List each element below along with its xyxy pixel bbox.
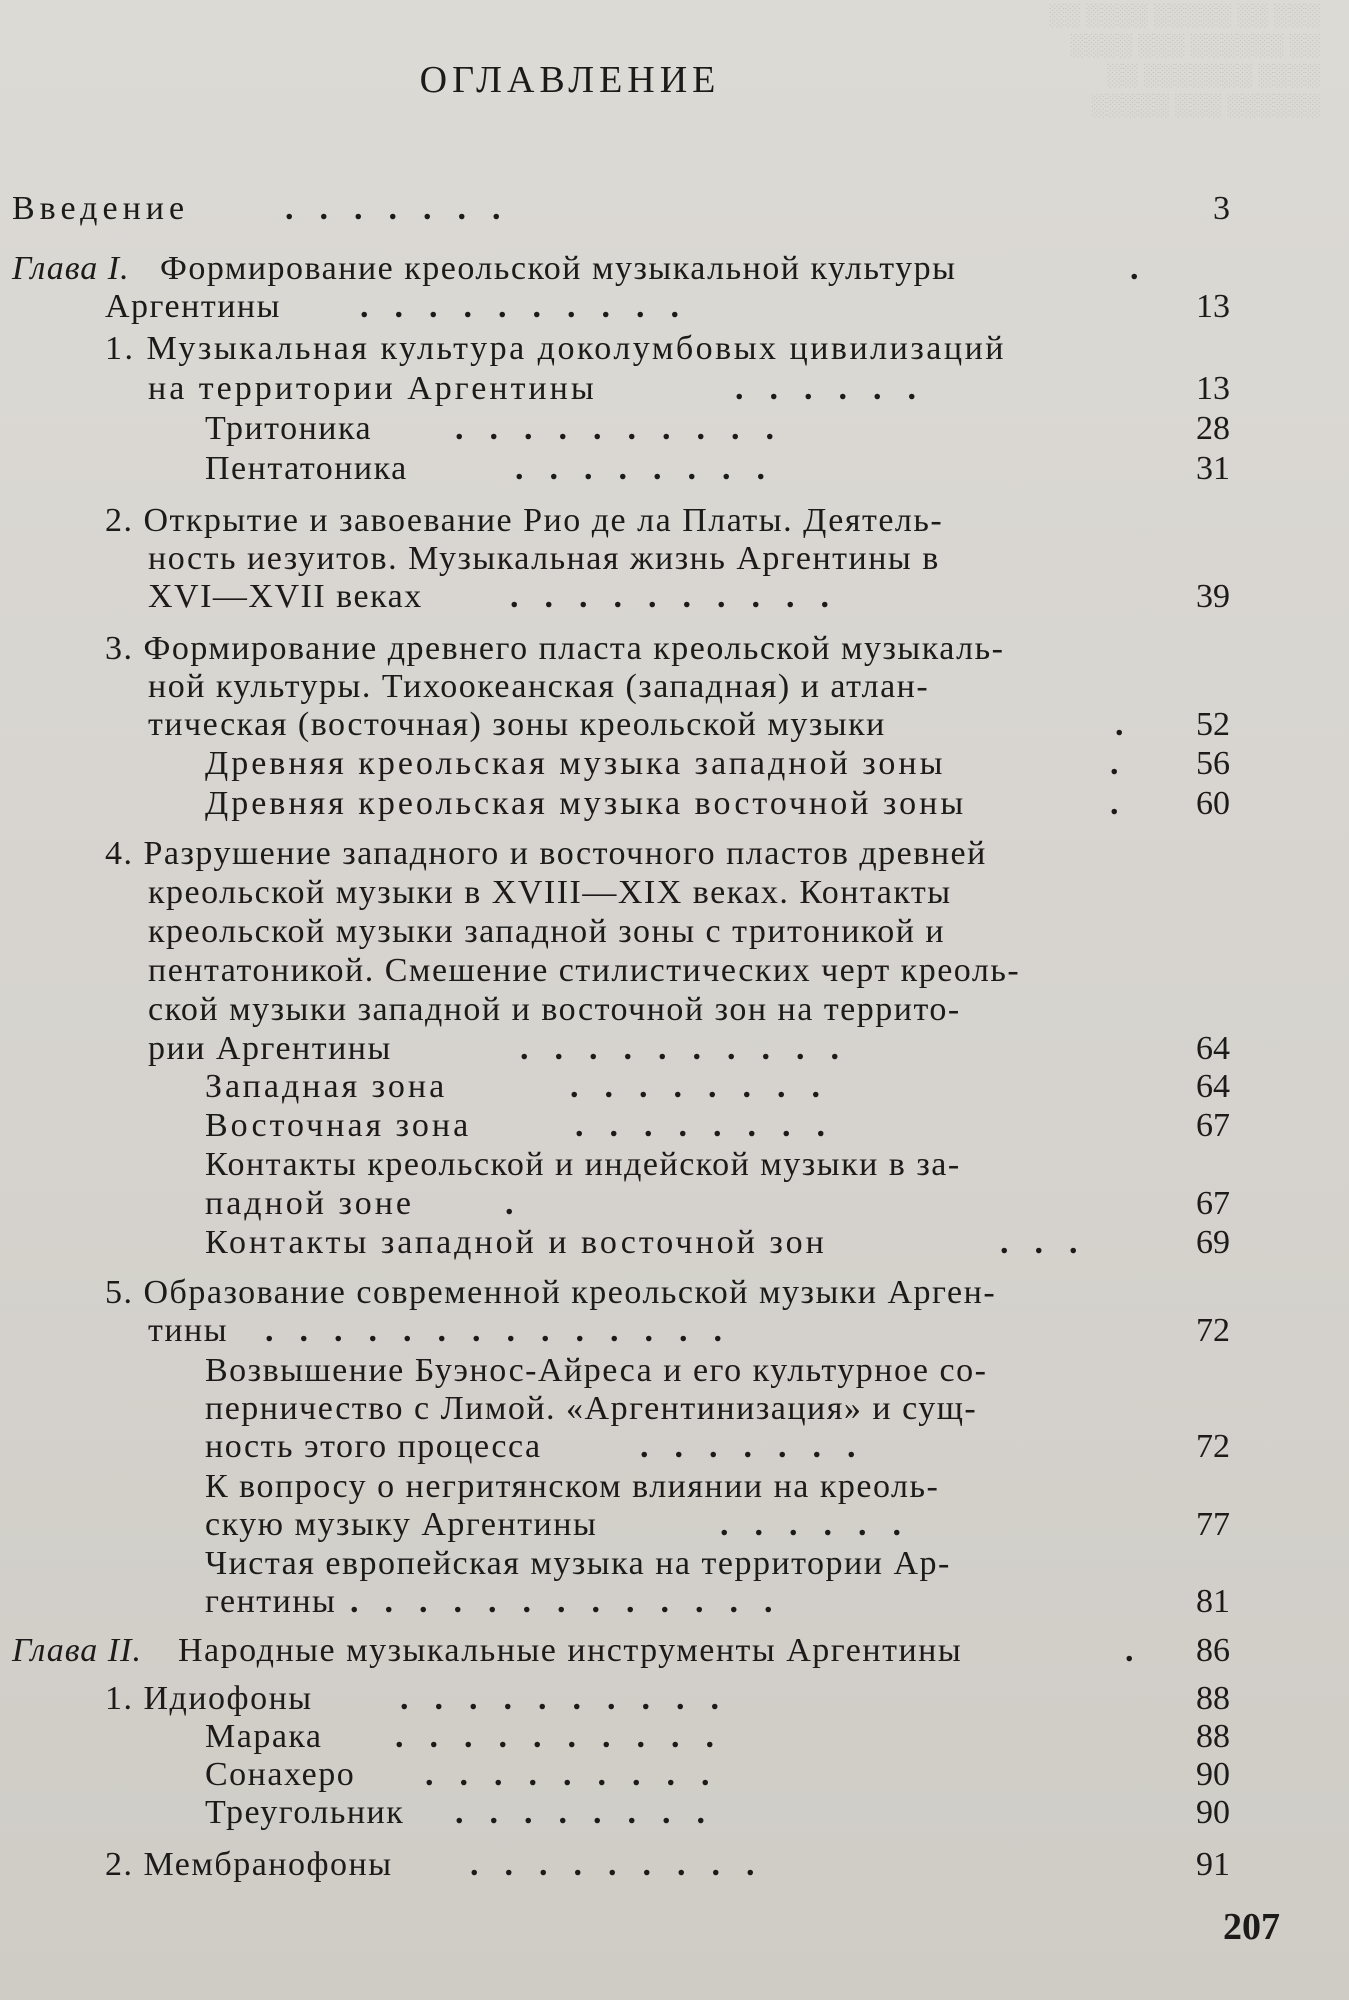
- page-number: 81: [1196, 1583, 1230, 1620]
- toc-section-4-cont4: [0, 991, 1230, 1029]
- page-number: 52: [1196, 706, 1230, 743]
- entry-title-cont: ной культуры. Тихоокеанская (западная) и атлан-: [148, 668, 930, 705]
- entry-title: К вопросу о негритянском влиянии на креоль-: [205, 1468, 940, 1505]
- leader-dots: .: [1110, 785, 1145, 822]
- toc-subsection-tritonika[interactable]: [0, 410, 1230, 448]
- entry-title-cont: на территории Аргентины: [148, 370, 597, 407]
- page-number: 90: [1196, 1794, 1230, 1831]
- toc-subsection-pentatonika[interactable]: [0, 450, 1230, 488]
- leader-dots: ........: [455, 1794, 731, 1831]
- toc-section-3-cont2: [0, 706, 1230, 744]
- entry-title: 4. Разрушение западного и восточного пластов древней: [105, 835, 987, 872]
- toc-subsection-negro-influence-cont: [0, 1506, 1230, 1544]
- leader-dots: ..........: [400, 1680, 745, 1717]
- leader-dots: .: [505, 1185, 540, 1222]
- page-number: 64: [1196, 1068, 1230, 1105]
- entry-title: Введение: [12, 190, 190, 227]
- leader-dots: ..........: [510, 578, 855, 615]
- entry-title: Народные музыкальные инструменты Аргентины: [178, 1632, 963, 1669]
- toc-section-4[interactable]: [0, 835, 1230, 873]
- page-number: 77: [1196, 1506, 1230, 1543]
- toc-subsection-east-ancient[interactable]: [0, 785, 1230, 823]
- entry-title-cont: перничество с Лимой. «Аргентинизация» и сущ-: [205, 1390, 978, 1427]
- leader-dots: ........: [570, 1068, 846, 1105]
- leader-dots: .: [1130, 250, 1165, 287]
- entry-title-cont: пентатоникой. Смешение стилистических черт креоль-: [148, 952, 1021, 989]
- toc-chapter-1-cont: [0, 288, 1230, 326]
- leader-dots: ......: [735, 370, 942, 407]
- entry-title: Восточная зона: [205, 1107, 472, 1144]
- page-number: 67: [1196, 1185, 1230, 1222]
- leader-dots: ......: [720, 1506, 927, 1543]
- toc-subsection-maraka[interactable]: [0, 1718, 1230, 1756]
- entry-title-cont: креольской музыки в XVIII—XIX веках. Контакты: [148, 874, 952, 911]
- entry-title-cont: XVI—XVII веках: [148, 578, 423, 615]
- page-number: 31: [1196, 450, 1230, 487]
- entry-title: Древняя креольская музыка восточной зоны: [205, 785, 967, 822]
- leader-dots: ........: [575, 1107, 851, 1144]
- toc-subsection-european-music[interactable]: [0, 1545, 1230, 1583]
- leader-dots: ..........: [520, 1030, 865, 1067]
- entry-title: Пентатоника: [205, 450, 408, 487]
- page-number: 28: [1196, 410, 1230, 447]
- toc-section-idiophones[interactable]: [0, 1680, 1230, 1718]
- toc-section-2-cont: [0, 540, 1230, 578]
- toc-subsection-sonahero[interactable]: [0, 1756, 1230, 1794]
- page-number: 88: [1196, 1718, 1230, 1755]
- toc-section-2-cont2: [0, 578, 1230, 616]
- entry-title-cont: Аргентины: [105, 288, 281, 325]
- leader-dots: ..........: [455, 410, 800, 447]
- page-number: 69: [1196, 1224, 1230, 1261]
- toc-subsection-creole-indian-cont: [0, 1185, 1230, 1223]
- page-number: 67: [1196, 1107, 1230, 1144]
- toc-subsection-west-ancient[interactable]: [0, 745, 1230, 783]
- entry-title: Чистая европейская музыка на территории Ар-: [205, 1545, 951, 1582]
- entry-title: Треугольник: [205, 1794, 405, 1831]
- page-number: 13: [1196, 288, 1230, 325]
- leader-dots: .........: [425, 1756, 736, 1793]
- page-number: 88: [1196, 1680, 1230, 1717]
- page-number: 91: [1196, 1846, 1230, 1883]
- entry-title: Марака: [205, 1718, 323, 1755]
- toc-subsection-triangle[interactable]: [0, 1794, 1230, 1832]
- page-title: ОГЛАВЛЕНИЕ: [419, 59, 721, 101]
- entry-title-cont: тины: [148, 1312, 229, 1349]
- toc-chapter-1[interactable]: [0, 250, 1230, 288]
- chapter-label: Глава II.: [12, 1632, 142, 1669]
- entry-title-cont: падной зоне: [205, 1185, 414, 1222]
- toc-section-4-cont: [0, 874, 1230, 912]
- leader-dots: .........: [470, 1846, 781, 1883]
- toc-subsection-european-music-cont: [0, 1583, 1230, 1621]
- toc-subsection-west-east-contacts[interactable]: [0, 1224, 1230, 1262]
- entry-title-cont: креольской музыки западной зоны с тритоникой и: [148, 913, 946, 950]
- leader-dots: .: [1115, 706, 1150, 743]
- toc-section-1-cont: [0, 370, 1230, 408]
- entry-title: 5. Образование современной креольской музыки Арген-: [105, 1274, 997, 1311]
- page-number: 86: [1196, 1632, 1230, 1669]
- entry-title-cont: ность иезуитов. Музыкальная жизнь Аргентины в: [148, 540, 940, 577]
- entry-title: Тритоника: [205, 410, 373, 447]
- toc-section-4-cont2: [0, 913, 1230, 951]
- leader-dots: ........: [515, 450, 791, 487]
- entry-title-cont: рии Аргентины: [148, 1030, 392, 1067]
- toc-subsection-west-zone[interactable]: [0, 1068, 1230, 1106]
- entry-title: Сонахеро: [205, 1756, 356, 1793]
- entry-title-cont: ской музыки западной и восточной зон на террито-: [148, 991, 961, 1028]
- page-number: 72: [1196, 1428, 1230, 1465]
- page-number: 90: [1196, 1756, 1230, 1793]
- entry-title: 3. Формирование древнего пласта креольской музыкаль-: [105, 630, 1005, 667]
- entry-title-cont: гентины: [205, 1583, 337, 1620]
- page-number: 72: [1196, 1312, 1230, 1349]
- toc-subsection-negro-influence[interactable]: [0, 1468, 1230, 1506]
- entry-title: Контакты креольской и индейской музыки в за-: [205, 1146, 961, 1183]
- leader-dots: ..............: [265, 1312, 748, 1349]
- entry-title: Западная зона: [205, 1068, 448, 1105]
- toc-section-5-cont: [0, 1312, 1230, 1350]
- toc-section-2[interactable]: [0, 502, 1230, 540]
- leader-dots: ..........: [360, 288, 705, 325]
- toc-entry-intro[interactable]: [0, 190, 1230, 228]
- page-number: 3: [1213, 190, 1230, 227]
- leader-dots: .............: [350, 1583, 799, 1620]
- entry-title: Возвышение Буэнос-Айреса и его культурное со-: [205, 1352, 988, 1389]
- toc-section-1[interactable]: [0, 330, 1230, 368]
- entry-title-cont: ность этого процесса: [205, 1428, 542, 1465]
- page-number: 64: [1196, 1030, 1230, 1067]
- chapter-label: Глава I.: [12, 250, 130, 287]
- entry-title: Формирование креольской музыкальной культуры: [160, 250, 957, 287]
- page-folio-number: 207: [1223, 1906, 1280, 1948]
- toc-subsection-buenos-aires-cont2: [0, 1428, 1230, 1466]
- page-number: 60: [1196, 785, 1230, 822]
- leader-dots: .......: [285, 190, 527, 227]
- leader-dots: .: [1110, 745, 1145, 782]
- show-through-text: ░░ ░░░░ ░░░░░ ░░ ░░░ ░░░░ ░░░ ░░░░░░ ░░ ░░ ░░░░░░░ ░░░░ ░░░░░ ░░░ ░░░░░░: [1048, 2, 1320, 117]
- toc-subsection-east-zone[interactable]: [0, 1107, 1230, 1145]
- toc-section-3[interactable]: [0, 630, 1230, 668]
- page-number: 13: [1196, 370, 1230, 407]
- toc-section-membranophones[interactable]: [0, 1846, 1230, 1884]
- entry-title: Контакты западной и восточной зон: [205, 1224, 827, 1261]
- page-number: 39: [1196, 578, 1230, 615]
- toc-section-3-cont: [0, 668, 1230, 706]
- entry-title: 2. Мембранофоны: [105, 1846, 393, 1883]
- leader-dots: .: [1125, 1632, 1160, 1669]
- leader-dots: ...: [1000, 1224, 1104, 1261]
- toc-subsection-buenos-aires-cont: [0, 1390, 1230, 1428]
- toc-section-5[interactable]: [0, 1274, 1230, 1312]
- leader-dots: .......: [640, 1428, 882, 1465]
- toc-section-4-cont5: [0, 1030, 1230, 1068]
- leader-dots: ..........: [395, 1718, 740, 1755]
- toc-subsection-creole-indian[interactable]: [0, 1146, 1230, 1184]
- entry-title: 2. Открытие и завоевание Рио де ла Платы. Деятель-: [105, 502, 944, 539]
- toc-subsection-buenos-aires[interactable]: [0, 1352, 1230, 1390]
- toc-section-4-cont3: [0, 952, 1230, 990]
- entry-title: 1. Музыкальная культура доколумбовых цивилизаций: [105, 330, 1006, 367]
- entry-title: 1. Идиофоны: [105, 1680, 313, 1717]
- page-number: 56: [1196, 745, 1230, 782]
- entry-title: Древняя креольская музыка западной зоны: [205, 745, 946, 782]
- entry-title-cont: скую музыку Аргентины: [205, 1506, 598, 1543]
- entry-title-cont: тическая (восточная) зоны креольской музыки: [148, 706, 886, 743]
- toc-chapter-2[interactable]: [0, 1632, 1230, 1670]
